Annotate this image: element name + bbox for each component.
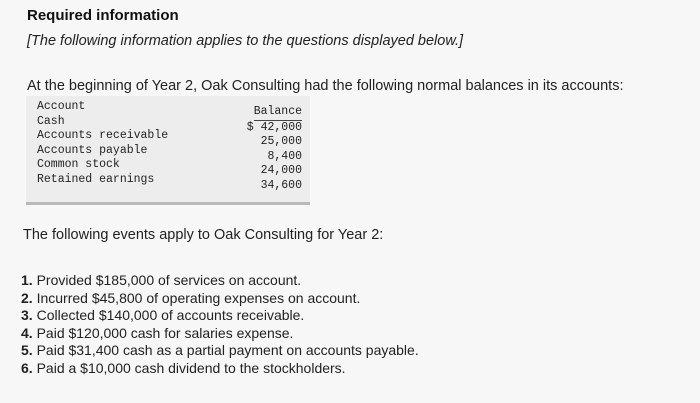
account-name: Cash bbox=[37, 114, 65, 128]
event-text: Paid $31,400 cash as a partial payment on accounts payable. bbox=[36, 342, 419, 358]
account-name: Accounts payable bbox=[37, 143, 148, 157]
balance-value: 8,400 bbox=[267, 149, 302, 163]
account-name: Accounts receivable bbox=[37, 129, 169, 142]
event-number: 4. bbox=[21, 324, 33, 341]
balance-value: 34,600 bbox=[260, 178, 302, 192]
event-text: Incurred $45,800 of operating expenses on account. bbox=[36, 289, 361, 306]
balance-value: $ 42,000 bbox=[246, 120, 302, 134]
event-number: 2. bbox=[21, 289, 33, 306]
event-number: 5. bbox=[21, 342, 33, 358]
event-text: Collected $140,000 of accounts receivable. bbox=[36, 307, 305, 323]
event-item bbox=[21, 342, 419, 360]
events-title: The following events apply to Oak Consulting for Year 2: bbox=[23, 227, 384, 243]
balance-column bbox=[247, 105, 302, 193]
account-name: Common stock bbox=[37, 158, 120, 171]
event-number: 1. bbox=[21, 272, 33, 288]
applies-note: [The following information applies to the questions displayed below.] bbox=[27, 33, 464, 49]
event-item bbox=[21, 272, 419, 290]
event-number: 3. bbox=[21, 307, 33, 323]
balances-table bbox=[26, 96, 310, 205]
account-name: Retained earnings bbox=[37, 172, 155, 186]
balance-value: 25,000 bbox=[260, 135, 302, 148]
account-column bbox=[37, 100, 168, 187]
balance-header: Balance bbox=[254, 105, 302, 121]
event-text: Paid $120,000 cash for salaries expense. bbox=[36, 324, 294, 341]
event-text: Provided $185,000 of services on account. bbox=[36, 272, 302, 288]
required-information-heading: Required information bbox=[27, 7, 179, 24]
balance-value: 24,000 bbox=[260, 164, 302, 177]
event-item bbox=[21, 307, 419, 325]
account-header: Account bbox=[37, 100, 86, 113]
intro-text: At the beginning of Year 2, Oak Consulting had the following normal balances in its accounts: bbox=[27, 78, 624, 94]
event-item bbox=[21, 360, 419, 378]
event-item bbox=[21, 325, 419, 343]
event-text: Paid a $10,000 cash dividend to the stockholders. bbox=[36, 359, 346, 376]
event-item bbox=[21, 290, 419, 308]
event-number: 6. bbox=[21, 359, 33, 376]
events-list bbox=[21, 272, 419, 377]
